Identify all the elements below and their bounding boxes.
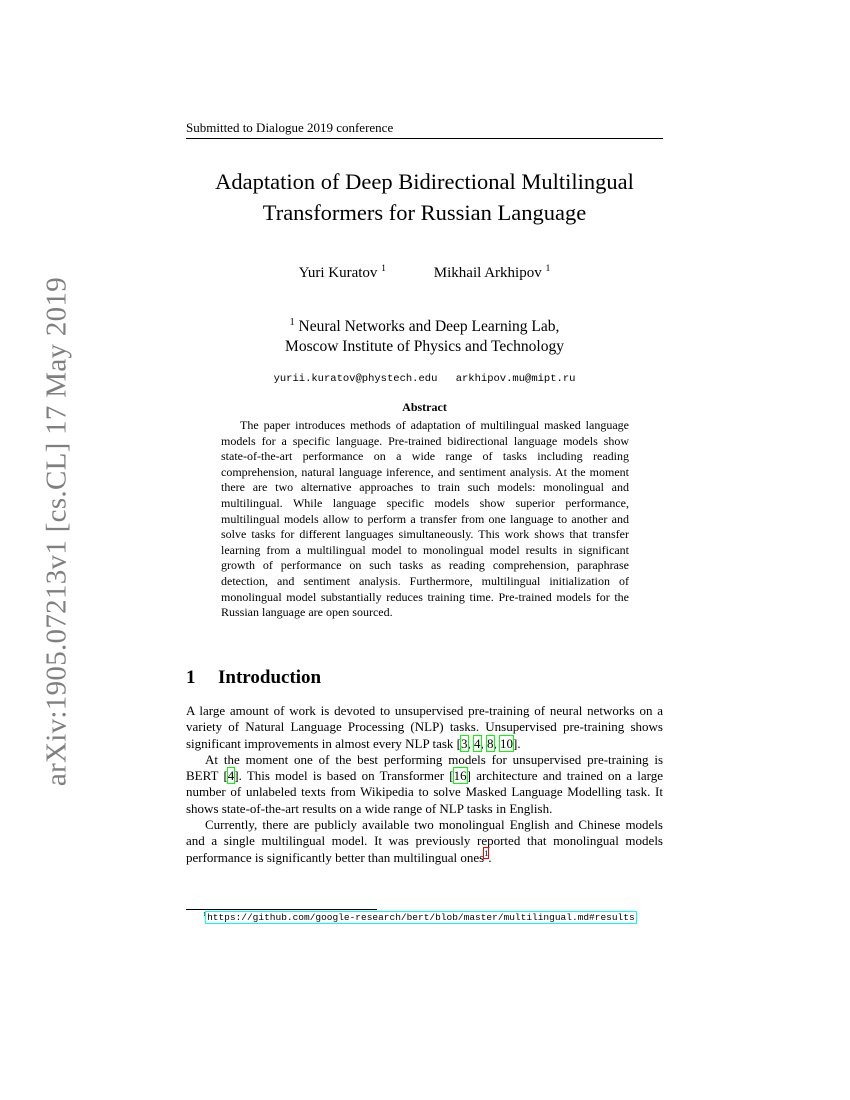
author (299, 265, 386, 282)
footnote (203, 912, 636, 923)
paragraph-text: A large amount of work is devoted to unsupervised pre-training of neural networks on a variety of Natural Language Processing (NLP) tasks. Unsupervised pre-training shows significant improvements in almost every NLP task (186, 703, 663, 751)
author-list (186, 265, 663, 282)
email-address: yurii.kuratov@phystech.edu (273, 373, 438, 385)
arxiv-identifier-stamp: arXiv:1905.07213v1 [cs.CL] 17 May 2019 (40, 276, 73, 787)
paragraph: At the moment one of the best performing models for unsupervised pre-training is BERT [4]. This model is based on Transformer [16] architecture and trained on a large number of unlabeled texts from Wikipedia to solve Masked Language Modelling task. It shows state-of-the-art results on a wide range of NLP tasks in English. (186, 751, 663, 816)
affiliation-line-2: Moscow Institute of Physics and Technology (285, 338, 564, 355)
paragraph-text: Currently, there are publicly available two monolingual English and Chinese models and a single multilingual model. It was previously reported that monolingual models performance is significantly better than multilingual ones (186, 817, 663, 865)
citation-link[interactable]: 16 (453, 768, 467, 784)
footnote-url-link[interactable]: https://github.com/google-research/bert/blob/master/multilingual.md#results (207, 912, 635, 923)
citation-link[interactable]: 3 (461, 735, 468, 751)
affiliation-mark: 1 (381, 263, 387, 274)
introduction-body (186, 703, 663, 866)
punctuation: . (488, 849, 492, 865)
author-name: Mikhail Arkhipov (433, 265, 542, 281)
section-heading (186, 667, 321, 689)
title-line-2: Transformers for Russian Language (262, 200, 587, 225)
citation-link[interactable]: 8 (487, 735, 494, 751)
affiliation (186, 317, 663, 357)
footnote-link[interactable]: 1 (484, 848, 489, 859)
author-name: Yuri Kuratov (298, 265, 378, 281)
footnote-mark: 1 (203, 911, 207, 918)
citation-link[interactable]: 4 (474, 735, 481, 751)
affiliation-line-1: Neural Networks and Deep Learning Lab, (298, 318, 560, 335)
author-emails (186, 373, 663, 385)
abstract-heading: Abstract (402, 400, 447, 414)
paper-title (186, 166, 663, 228)
footnote-rule (186, 909, 377, 910)
paragraph (186, 817, 663, 866)
section-title: Introduction (218, 667, 322, 688)
paragraph-text: architecture and trained on a large number of unlabeled texts from Wikipedia to solve Masked Language Modelling task. It shows state-of-the-art results on a wide range of NLP tasks in English. (186, 768, 663, 816)
citation-link[interactable]: 10 (500, 735, 514, 751)
email-address: arkhipov.mu@mipt.ru (455, 373, 576, 385)
author (434, 265, 551, 282)
section-number: 1 (186, 667, 196, 688)
running-header: Submitted to Dialogue 2019 conference (186, 120, 663, 139)
affiliation-mark: 1 (545, 263, 551, 274)
paragraph-text: . This model is based on Transformer (238, 768, 450, 784)
affiliation-mark: 1 (289, 316, 295, 328)
paragraph: A large amount of work is devoted to unsupervised pre-training of neural networks on a variety of Natural Language Processing (NLP) tasks. Unsupervised pre-training shows significant improvements in almost every NLP task [3, 4, 8, 10]. (186, 703, 663, 751)
title-line-1: Adaptation of Deep Bidirectional Multilingual (215, 169, 634, 194)
paragraph-text: At the moment one of the best performing models for unsupervised pre-training is BERT (186, 751, 663, 784)
punctuation: . (517, 735, 521, 751)
abstract-text: The paper introduces methods of adaptation of multilingual masked language models for a specific language. Pre-trained bidirectional language models show state-of-the-art performance on a wide range of tasks including reading comprehension, natural language inference, and sentiment analysis. At the moment there are two alternative approaches to train such models: monolingual and multilingual. While language specific models show superior performance, multilingual models allow to perform a transfer from one language to another and solve tasks for different languages simultaneously. This work shows that transfer learning from a multilingual model to monolingual model results in significant growth of performance on such tasks as reading comprehension, paraphrase detection, and sentiment analysis. Furthermore, multilingual initialization of monolingual model substantially reduces training time. Pre-trained models for the Russian language are open sourced. (221, 418, 629, 620)
citation-link[interactable]: 4 (227, 768, 235, 784)
